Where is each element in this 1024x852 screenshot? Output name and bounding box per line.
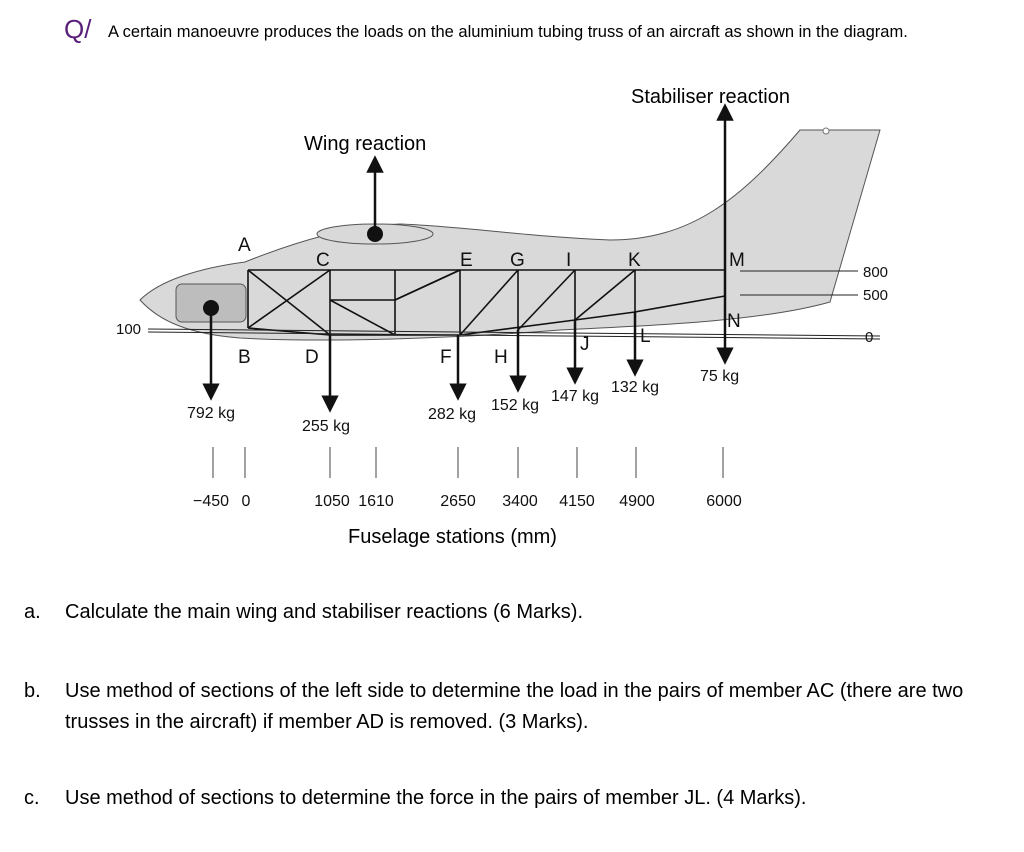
joint-label-k: K bbox=[628, 250, 641, 271]
fuselage-stations-axis-label: Fuselage stations (mm) bbox=[348, 526, 557, 548]
load-label-147: 147 kg bbox=[551, 388, 600, 405]
question-b-letter: b. bbox=[24, 680, 41, 702]
joint-label-b: B bbox=[238, 347, 251, 368]
waterline-500: 500 bbox=[863, 287, 889, 304]
station-label-4900: 4900 bbox=[619, 493, 655, 510]
joint-label-j: J bbox=[580, 334, 590, 355]
problem-statement: A certain manoeuvre produces the loads on the aluminium tubing truss of an aircraft as shown in the diagram. bbox=[108, 23, 908, 41]
fuselage-outline bbox=[140, 130, 880, 340]
question-marker: Q/ bbox=[64, 14, 92, 44]
joint-label-e: E bbox=[460, 250, 473, 271]
question-a-letter: a. bbox=[24, 601, 41, 623]
question-a-text: Calculate the main wing and stabiliser reactions (6 Marks). bbox=[65, 601, 583, 623]
joint-label-h: H bbox=[494, 347, 508, 368]
station-label-2650: 2650 bbox=[440, 493, 476, 510]
stabiliser-reaction-label: Stabiliser reaction bbox=[631, 86, 790, 108]
wing-reaction-point bbox=[367, 226, 383, 242]
load-label-75: 75 kg bbox=[700, 368, 740, 385]
load-label-132: 132 kg bbox=[611, 379, 660, 396]
question-c-text: Use method of sections to determine the force in the pairs of member JL. (4 Marks). bbox=[65, 787, 807, 809]
joint-label-d: D bbox=[305, 347, 319, 368]
question-c-letter: c. bbox=[24, 787, 40, 809]
station-label-3400: 3400 bbox=[502, 493, 538, 510]
joint-label-c: C bbox=[316, 250, 330, 271]
station-label-6000: 6000 bbox=[706, 493, 742, 510]
joint-label-m: M bbox=[729, 250, 745, 271]
tail-antenna bbox=[823, 128, 829, 134]
station-label-1610: 1610 bbox=[358, 493, 394, 510]
waterline-100: 100 bbox=[116, 321, 142, 338]
joint-label-a: A bbox=[238, 235, 251, 256]
station-label-4150: 4150 bbox=[559, 493, 595, 510]
joint-label-i: I bbox=[566, 250, 572, 271]
waterline-800: 800 bbox=[863, 264, 889, 281]
load-label-792: 792 kg bbox=[187, 405, 236, 422]
station-label-1050: 1050 bbox=[314, 493, 350, 510]
waterline-0: 0 bbox=[865, 329, 874, 346]
joint-label-l: L bbox=[640, 326, 651, 347]
load-label-152: 152 kg bbox=[491, 397, 540, 414]
joint-label-g: G bbox=[510, 250, 525, 271]
station-label-minus450: −450 bbox=[192, 493, 230, 510]
wing-reaction-label: Wing reaction bbox=[304, 133, 427, 155]
joint-label-f: F bbox=[440, 347, 452, 368]
station-ticks bbox=[213, 447, 723, 478]
station-label-0: 0 bbox=[241, 493, 251, 510]
load-label-255: 255 kg bbox=[302, 418, 351, 435]
load-label-282: 282 kg bbox=[428, 406, 477, 423]
question-b-text: Use method of sections of the left side to determine the load in the pairs of member AC (there are two trusses in the aircraft) if member AD is removed. (3 Marks). bbox=[65, 680, 964, 733]
joint-label-n: N bbox=[727, 311, 741, 332]
